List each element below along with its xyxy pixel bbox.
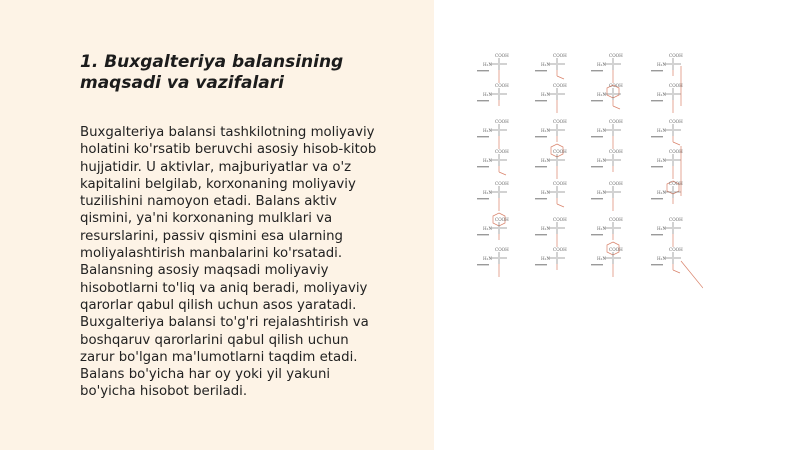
long-chain-3 bbox=[681, 261, 703, 288]
amino-acid-structures-figure bbox=[471, 46, 703, 292]
structure-5-cooh-label: COOH bbox=[495, 181, 509, 186]
structure-17-cooh-label: COOH bbox=[609, 119, 623, 124]
structure-10-amine-label: H₂N bbox=[541, 128, 550, 133]
structure-21-caption-mark bbox=[591, 264, 603, 265]
structure-24-cooh-label: COOH bbox=[669, 119, 683, 124]
structure-21-amine-label: H₂N bbox=[597, 256, 606, 261]
structure-8-branch bbox=[557, 76, 564, 79]
structure-4-cooh-label: COOH bbox=[495, 149, 509, 154]
structure-27-amine-label: H₂N bbox=[657, 226, 666, 231]
structure-25-amine-label: H₂N bbox=[657, 158, 666, 163]
structure-15-cooh-label: COOH bbox=[609, 53, 623, 58]
structure-27-caption-mark bbox=[651, 234, 663, 235]
structure-16-cooh-label: COOH bbox=[609, 83, 623, 88]
structure-19-caption-mark bbox=[591, 198, 603, 199]
structure-7-amine-label: H₂N bbox=[483, 256, 492, 261]
structure-7-cooh-label: COOH bbox=[495, 247, 509, 252]
structure-24-caption-mark bbox=[651, 136, 663, 137]
structure-3-cooh-label: COOH bbox=[495, 119, 509, 124]
structure-12-branch bbox=[557, 204, 564, 207]
structure-14-cooh-label: COOH bbox=[553, 247, 567, 252]
structure-14-amine-label: H₂N bbox=[541, 256, 550, 261]
structure-23-caption-mark bbox=[651, 100, 663, 101]
structure-5-caption-mark bbox=[477, 198, 489, 199]
structure-8-cooh-label: COOH bbox=[553, 53, 567, 58]
structure-19-cooh-label: COOH bbox=[609, 181, 623, 186]
structure-17-amine-label: H₂N bbox=[597, 128, 606, 133]
structure-4-amine-label: H₂N bbox=[483, 158, 492, 163]
structure-9-amine-label: H₂N bbox=[541, 92, 550, 97]
structure-27-cooh-label: COOH bbox=[669, 217, 683, 222]
structure-25-caption-mark bbox=[651, 166, 663, 167]
structure-2-amine-label: H₂N bbox=[483, 92, 492, 97]
structure-22-caption-mark bbox=[651, 70, 663, 71]
structure-12-amine-label: H₂N bbox=[541, 190, 550, 195]
structure-20-amine-label: H₂N bbox=[597, 226, 606, 231]
structure-1-cooh-label: COOH bbox=[495, 53, 509, 58]
structure-17-caption-mark bbox=[591, 136, 603, 137]
structure-16-branch bbox=[613, 106, 620, 109]
structure-26-cooh-label: COOH bbox=[669, 181, 683, 186]
slide-body-text: Buxgalteriya balansi tashkilotning moliyaviy holatini ko'rsatib beruvchi asosiy hisob-kitob hujjatidir. U aktivlar, majburiyatlar va o'z kapitalini belgilab, korxonaning moliyaviy tuzilishini namoyon etadi. Balans aktiv qismini, ya'ni korxonaning mulklari va resurslarini, passiv qismini esa ularning moliyalashtirish manbalarini ko'rsatadi. Balansning asosiy maqsadi moliyaviy hisobotlarni to'liq va aniq beradi, moliyaviy qarorlar qabul qilish uchun asos yaratadi. Buxgalteriya balansi to'g'ri rejalashtirish va boshqaruv qarorlarini qabul qilish uchun zarur bo'lgan ma'lumotlarni taqdim etadi. Balans bo'yicha har oy yoki yil yakuni bo'yicha hisobot beriladi. bbox=[80, 125, 377, 400]
structure-11-caption-mark bbox=[535, 166, 547, 167]
structure-8-caption-mark bbox=[535, 70, 547, 71]
structure-5-amine-label: H₂N bbox=[483, 190, 492, 195]
structure-26-amine-label: H₂N bbox=[657, 190, 666, 195]
structure-11-cooh-label: COOH bbox=[553, 149, 567, 154]
structure-8-amine-label: H₂N bbox=[541, 62, 550, 67]
structure-6-amine-label: H₂N bbox=[483, 226, 492, 231]
structure-3-caption-mark bbox=[477, 136, 489, 137]
structure-24-branch bbox=[673, 142, 680, 145]
structure-22-cooh-label: COOH bbox=[669, 53, 683, 58]
structure-25-cooh-label: COOH bbox=[669, 149, 683, 154]
structure-24-amine-label: H₂N bbox=[657, 128, 666, 133]
structure-10-caption-mark bbox=[535, 136, 547, 137]
structure-15-amine-label: H₂N bbox=[597, 62, 606, 67]
structure-23-amine-label: H₂N bbox=[657, 92, 666, 97]
structure-11-amine-label: H₂N bbox=[541, 158, 550, 163]
structure-16-amine-label: H₂N bbox=[597, 92, 606, 97]
structure-9-caption-mark bbox=[535, 100, 547, 101]
amino-acid-structures-image bbox=[471, 46, 703, 292]
structure-1-amine-label: H₂N bbox=[483, 62, 492, 67]
structure-22-amine-label: H₂N bbox=[657, 62, 666, 67]
structure-21-cooh-label: COOH bbox=[609, 247, 623, 252]
structure-6-caption-mark bbox=[477, 234, 489, 235]
structure-13-caption-mark bbox=[535, 234, 547, 235]
structure-13-amine-label: H₂N bbox=[541, 226, 550, 231]
structure-12-caption-mark bbox=[535, 198, 547, 199]
structure-7-caption-mark bbox=[477, 264, 489, 265]
structure-16-caption-mark bbox=[591, 100, 603, 101]
structure-2-cooh-label: COOH bbox=[495, 83, 509, 88]
structure-3-amine-label: H₂N bbox=[483, 128, 492, 133]
structure-18-caption-mark bbox=[591, 166, 603, 167]
structure-14-caption-mark bbox=[535, 264, 547, 265]
structure-20-caption-mark bbox=[591, 234, 603, 235]
structure-2-caption-mark bbox=[477, 100, 489, 101]
structure-4-branch bbox=[499, 172, 506, 175]
structure-9-cooh-label: COOH bbox=[553, 83, 567, 88]
structure-23-cooh-label: COOH bbox=[669, 83, 683, 88]
slide-title: 1. Buxgalteriya balansining maqsadi va vazifalari bbox=[80, 52, 344, 93]
structure-28-branch bbox=[673, 270, 680, 273]
structure-28-amine-label: H₂N bbox=[657, 256, 666, 261]
structure-4-caption-mark bbox=[477, 166, 489, 167]
structure-28-caption-mark bbox=[651, 264, 663, 265]
structure-26-caption-mark bbox=[651, 198, 663, 199]
structure-20-cooh-label: COOH bbox=[609, 217, 623, 222]
structure-15-caption-mark bbox=[591, 70, 603, 71]
structure-10-cooh-label: COOH bbox=[553, 119, 567, 124]
structure-28-cooh-label: COOH bbox=[669, 247, 683, 252]
structure-1-caption-mark bbox=[477, 70, 489, 71]
structure-18-cooh-label: COOH bbox=[609, 149, 623, 154]
structure-18-amine-label: H₂N bbox=[597, 158, 606, 163]
structure-12-cooh-label: COOH bbox=[553, 181, 567, 186]
structure-13-cooh-label: COOH bbox=[553, 217, 567, 222]
structure-19-amine-label: H₂N bbox=[597, 190, 606, 195]
structure-6-cooh-label: COOH bbox=[495, 217, 509, 222]
